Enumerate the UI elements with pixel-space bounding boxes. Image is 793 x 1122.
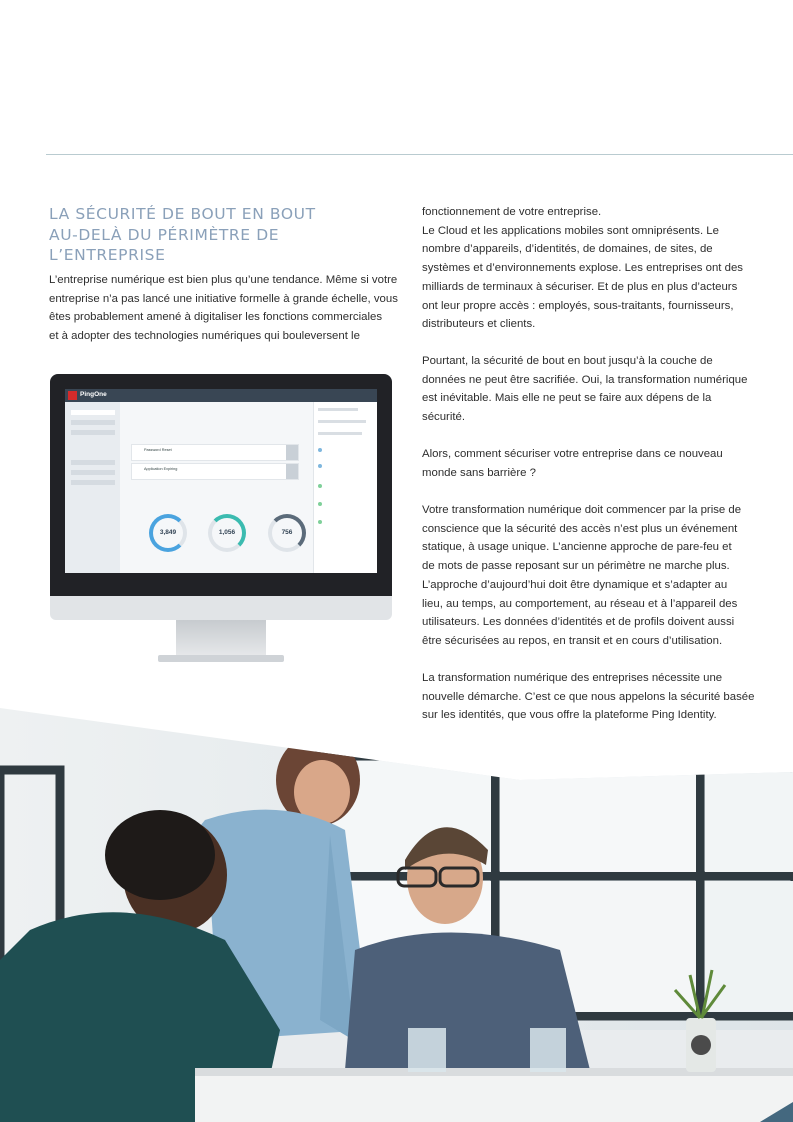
stat-value: 756 xyxy=(281,529,293,536)
body-paragraph xyxy=(422,203,762,334)
team-photo xyxy=(0,700,793,1122)
text-line: entreprise n’a pas lancé une initiative formelle à grande échelle, vous xyxy=(49,292,398,305)
text-line: La transformation numérique des entreprises nécessite une xyxy=(422,672,723,684)
panel-line xyxy=(318,408,358,411)
text-line: Le Cloud et les applications mobiles sont omniprésents. Le xyxy=(422,224,719,237)
heading-line: AU-DELÀ DU PÉRIMÈTRE DE xyxy=(49,225,280,244)
header-rule xyxy=(46,154,793,155)
text-line: L’entreprise numérique est bien plus qu’une tendance. Même si votre xyxy=(49,274,398,286)
ping-logo-icon xyxy=(68,391,77,400)
sidebar-item xyxy=(71,420,115,425)
text-line: Pourtant, la sécurité de bout en bout jusqu’à la couche de xyxy=(422,355,713,367)
panel-line xyxy=(318,432,362,435)
body-paragraph xyxy=(422,501,762,651)
app-bar xyxy=(65,389,377,402)
monitor-chin xyxy=(50,596,392,620)
text-line: systèmes et d’environnements explose. Les entreprises ont des xyxy=(422,262,744,275)
stat-value: 1,056 xyxy=(218,529,236,536)
status-dot xyxy=(318,484,322,488)
text-line: et à adopter des technologies numériques qui bouleversent le xyxy=(49,330,360,343)
text-line: utilisateurs. Les données d’identités et de profils doivent aussi xyxy=(422,616,735,629)
body-paragraph xyxy=(422,445,762,482)
text-line: conscience que la sécurité des accès n’est plus un événement xyxy=(422,522,738,535)
stat-ring xyxy=(149,514,187,552)
text-line: être sécurisées au repos, en transit et en cours d’utilisation. xyxy=(422,634,723,647)
pin-icon xyxy=(286,445,298,460)
monitor-base xyxy=(158,655,284,662)
text-line: nombre d’appareils, d’identités, de domaines, de sites, de xyxy=(422,243,713,256)
stat-ring xyxy=(268,514,306,552)
text-line: L’approche d’aujourd’hui doit être dynamique et s’adapter au xyxy=(422,578,728,591)
monitor-bezel xyxy=(50,374,392,596)
text-line: nouvelle démarche. C’est ce que nous appelons la sécurité basée xyxy=(422,690,755,703)
text-line: ont leur propre accès : employés, sous-traitants, fournisseurs, xyxy=(422,299,734,312)
dashboard-main xyxy=(125,406,309,568)
text-line: Votre transformation numérique doit commencer par la prise de xyxy=(422,504,742,516)
text-line: données ne peut être sacrifiée. Oui, la transformation numérique xyxy=(422,373,748,386)
heading-line: L’ENTREPRISE xyxy=(49,246,166,264)
dashboard-sidebar xyxy=(65,402,120,573)
text-line: sur les identités, que vous offre la plateforme Ping Identity. xyxy=(422,709,717,722)
status-dot xyxy=(318,502,322,506)
sidebar-item xyxy=(71,410,115,415)
monitor-stand xyxy=(176,620,266,656)
status-dot xyxy=(318,520,322,524)
text-line: est inévitable. Mais elle ne peut se faire aux dépens de la xyxy=(422,392,712,405)
dashboard-screen xyxy=(65,389,377,573)
text-line: sécurité. xyxy=(422,411,466,424)
panel-line xyxy=(318,420,366,423)
stat-value: 3,849 xyxy=(159,529,177,536)
intro-paragraph xyxy=(49,271,398,346)
sidebar-item xyxy=(71,430,115,435)
alert-title: Password Reset xyxy=(144,448,172,452)
alert-row xyxy=(131,463,299,480)
alert-title: Application Expiring xyxy=(144,467,178,471)
app-name: PingOne xyxy=(80,391,107,398)
text-line: de mots de passe reposant sur un périmètre ne marche plus. xyxy=(422,560,730,573)
alert-row xyxy=(131,444,299,461)
sidebar-item xyxy=(71,470,115,475)
status-dot xyxy=(318,464,322,468)
pin-icon xyxy=(286,464,298,479)
status-dot xyxy=(318,448,322,452)
text-line: statique, à usage unique. L’ancienne approche de pare-feu et xyxy=(422,541,732,554)
text-line: fonctionnement de votre entreprise. xyxy=(422,206,602,218)
sidebar-item xyxy=(71,480,115,485)
text-line: Alors, comment sécuriser votre entreprise dans ce nouveau xyxy=(422,448,723,460)
sidebar-item xyxy=(71,460,115,465)
activity-panel xyxy=(313,402,377,573)
text-line: monde sans barrière ? xyxy=(422,466,536,479)
text-line: lieu, au temps, au comportement, au réseau et à l’appareil des xyxy=(422,597,738,610)
body-paragraph xyxy=(422,352,762,427)
stat-ring xyxy=(208,514,246,552)
text-line: êtes probablement amené à digitaliser les fonctions commerciales xyxy=(49,311,383,324)
heading-line: LA SÉCURITÉ DE BOUT EN BOUT xyxy=(49,205,316,223)
text-line: distributeurs et clients. xyxy=(422,318,536,331)
text-line: milliards de terminaux à sécuriser. Et de plus en plus d’acteurs xyxy=(422,280,738,293)
section-heading xyxy=(49,204,379,266)
